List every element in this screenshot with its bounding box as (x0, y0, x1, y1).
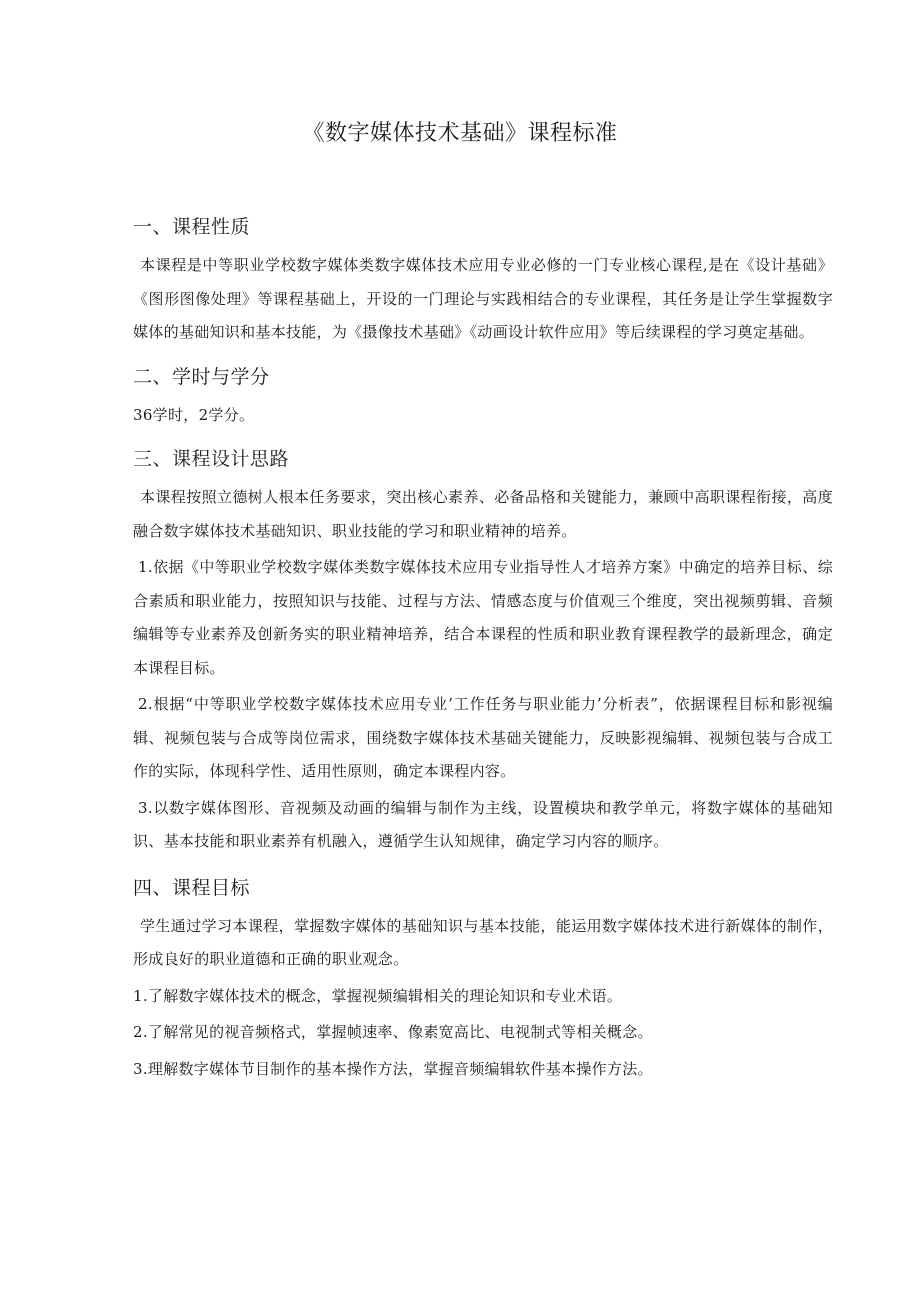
section-heading: 二、学时与学分 (133, 365, 270, 388)
paragraph: 学生通过学习本课程，掌握数字媒体的基础知识与基本技能，能运用数字媒体技术进行新媒体的制作，形成良好的职业道德和正确的职业观念。 (133, 916, 833, 968)
section-heading: 三、课程设计思路 (133, 448, 290, 470)
list-item: 2.根据“中等职业学校数字媒体技术应用专业’工作任务与职业能力’分析表”，依据课程目标和影视编辑、视频包装与合成等岗位需求，围绕数字媒体技术基础关键能力，反映影视编辑、视频包装与合成工作的实际，体现科学性、适用性原则，确定本课程内容。 (133, 695, 833, 780)
list-item: 2.了解常见的视音频格式，掌握帧速率、像素宽高比、电视制式等相关概念。 (133, 1023, 653, 1041)
list-item: 3.理解数字媒体节目制作的基本操作方法，掌握音频编辑软件基本操作方法。 (133, 1059, 653, 1078)
page-title: 《数字媒体技术基础》课程标准 (302, 121, 618, 146)
list-item: 3.以数字媒体图形、音视频及动画的编辑与制作为主线，设置模块和教学单元，将数字媒体的基础知识、基本技能和职业素养有机融入，遵循学生认知规律，确定学习内容的顺序。 (133, 798, 833, 850)
list-item: 1.了解数字媒体技术的概念，掌握视频编辑相关的理论知识和专业术语。 (133, 986, 623, 1005)
section-heading: 四、课程目标 (133, 876, 251, 899)
paragraph: 本课程是中等职业学校数字媒体类数字媒体技术应用专业必修的一门专业核心课程,是在《设计基础》《图形图像处理》等课程基础上，开设的一门理论与实践相结合的专业课程，其任务是让学生掌握数字媒体的基础知识和基本技能，为《摄像技术基础》《动画设计软件应用》等后续课程的学习奠定基础。 (133, 256, 833, 341)
list-item: 1.依据《中等职业学校数字媒体类数字媒体技术应用专业指导性人才培养方案》中确定的培养目标、综合素质和职业能力，按照知识与技能、过程与方法、情感态度与价值观三个维度，突出视频剪辑、音频编辑等专业素养及创新务实的职业精神培养，结合本课程的性质和职业教育课程教学的最新理念，确定本课程目标。 (133, 558, 833, 677)
paragraph: 36学时，2学分。 (133, 405, 255, 424)
section-heading: 一、课程性质 (133, 216, 251, 238)
document-body (133, 210, 833, 1086)
paragraph: 本课程按照立德树人根本任务要求，突出核心素养、必备品格和关键能力，兼顾中高职课程衔接，高度融合数字媒体技术基础知识、职业技能的学习和职业精神的培养。 (133, 488, 833, 540)
